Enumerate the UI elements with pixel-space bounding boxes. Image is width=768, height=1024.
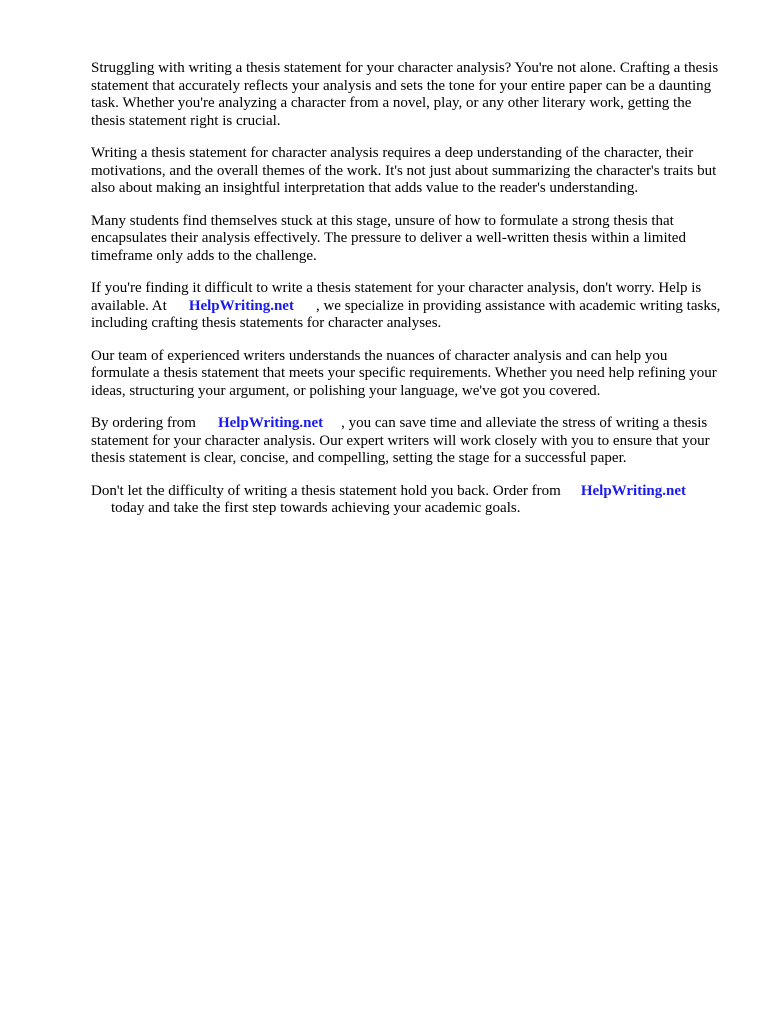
paragraph-ordering — [91, 415, 723, 468]
paragraph-call-to-action-text-after: today and take the first step towards achieving your academic goals. — [111, 500, 521, 516]
paragraph-requirements: Writing a thesis statement for character analysis requires a deep understanding of the character, their motivations, and the overall themes of the work. It's not just about summarizing the character's traits but also about making an insightful interpretation that adds value to the reader's understanding. — [91, 145, 717, 196]
paragraph-help-available-text-before: If you're finding it difficult to write a thesis statement for your character analysis, don't worry. Help is available. At — [91, 280, 702, 314]
paragraph-help-available-text-after: , we specialize in providing assistance with academic writing tasks, including crafting thesis statements for character analyses. — [91, 297, 721, 331]
helpwriting-link[interactable]: HelpWriting.net — [217, 415, 324, 431]
paragraph-ordering-text-after: , you can save time and alleviate the stress of writing a thesis statement for your character analysis. Our expert writers will work closely with you to ensure that your thesis statement is clear, concise, and compelling, setting the stage for a successful paper. — [91, 415, 710, 466]
helpwriting-link[interactable]: HelpWriting.net — [580, 482, 686, 499]
paragraph-call-to-action-text-before: Don't let the difficulty of writing a thesis statement hold you back. Order from — [91, 482, 561, 499]
helpwriting-link[interactable]: HelpWriting.net — [188, 297, 294, 314]
paragraph-intro: Struggling with writing a thesis statement for your character analysis? You're not alone. Crafting a thesis statement that accurately reflects your analysis and sets the tone for your entire paper can be a daunting task. Whether you're analyzing a character from a novel, play, or any other literary work, getting the thesis statement right is crucial. — [91, 60, 719, 129]
paragraph-team: Our team of experienced writers understands the nuances of character analysis and can help you formulate a thesis statement that meets your specific requirements. Whether you need help refining your ideas, structuring your argument, or polishing your language, we've got you covered. — [91, 347, 717, 399]
paragraph-help-available — [91, 280, 723, 333]
paragraph-students-stuck: Many students find themselves stuck at this stage, unsure of how to formulate a strong thesis that encapsulates their analysis effectively. The pressure to deliver a well-written thesis within a limited timeframe only adds to the challenge. — [91, 212, 686, 264]
paragraph-ordering-text-before: By ordering from — [91, 415, 196, 431]
paragraph-call-to-action — [91, 483, 723, 518]
document-body — [91, 60, 723, 533]
